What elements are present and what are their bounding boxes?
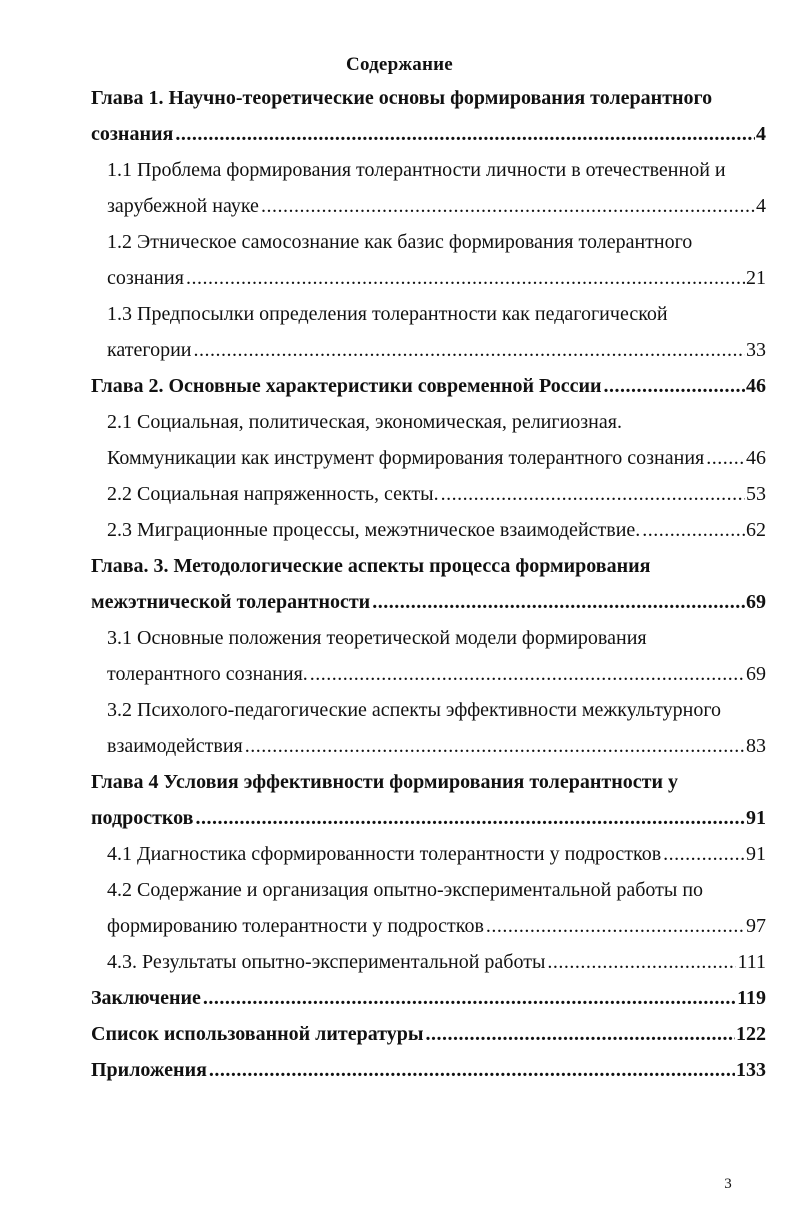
toc-entry <box>91 620 766 692</box>
toc-entry-text: взаимодействия <box>107 735 243 757</box>
toc-entry-line <box>91 800 766 836</box>
toc-page-number: 111 <box>737 951 766 973</box>
toc-entry-line <box>91 836 766 872</box>
toc-entry-line <box>91 440 766 476</box>
toc-page-number: 4 <box>756 195 766 217</box>
toc-page-number: 91 <box>746 843 766 865</box>
toc-entry-line <box>91 692 766 728</box>
toc-entry-line <box>91 512 766 548</box>
toc-entry-line <box>91 224 766 260</box>
toc-entry-text: толерантного сознания. <box>107 663 308 685</box>
toc-entry-text: Коммуникации как инструмент формирования толерантного сознания <box>107 447 705 469</box>
dot-leader <box>186 260 745 296</box>
toc-entry <box>91 548 766 620</box>
toc-entry <box>91 836 766 872</box>
dot-leader <box>706 440 745 476</box>
toc-entry-line <box>91 152 766 188</box>
dot-leader <box>261 188 755 224</box>
toc-entry-line <box>91 116 766 152</box>
toc-page-number: 133 <box>736 1059 766 1081</box>
toc-entry <box>91 872 766 944</box>
toc-entry-text: зарубежной науке <box>107 195 259 217</box>
toc-page-number: 122 <box>736 1023 766 1045</box>
toc-entry-text: 3.1 Основные положения теоретической модели формирования <box>107 627 647 649</box>
toc-entry-text: 2.2 Социальная напряженность, секты. <box>107 483 439 505</box>
toc-entry-text: категории <box>107 339 192 361</box>
toc-entry <box>91 1052 766 1088</box>
toc-page-number: 4 <box>756 123 766 145</box>
dot-leader <box>642 512 745 548</box>
dot-leader <box>195 800 745 836</box>
dot-leader <box>441 476 745 512</box>
toc-entry-text: сознания <box>91 123 174 145</box>
dot-leader <box>426 1016 736 1052</box>
toc-entry-text: 4.3. Результаты опытно-экспериментальной работы <box>107 951 546 973</box>
toc-entry-line <box>91 188 766 224</box>
toc-entry-line <box>91 548 766 584</box>
toc-entry-line <box>91 1052 766 1088</box>
dot-leader <box>209 1052 735 1088</box>
toc-entry <box>91 224 766 296</box>
toc-page-number: 69 <box>746 591 766 613</box>
dot-leader <box>175 116 755 152</box>
toc-page-number: 91 <box>746 807 766 829</box>
dot-leader <box>486 908 745 944</box>
toc-entry <box>91 512 766 548</box>
toc-page-number: 62 <box>746 519 766 541</box>
toc-entry-text: межэтнической толерантности <box>91 591 371 613</box>
toc-entry-text: Приложения <box>91 1059 207 1081</box>
toc-entry-text: 2.3 Миграционные процессы, межэтническое взаимодействие. <box>107 519 641 541</box>
toc-entry-text: 1.1 Проблема формирования толерантности личности в отечественной и <box>107 159 726 181</box>
dot-leader <box>372 584 745 620</box>
toc-entry <box>91 80 766 152</box>
toc-entry-text: Глава 4 Условия эффективности формирования толерантности у <box>91 771 678 793</box>
dot-leader <box>194 332 745 368</box>
toc-entry <box>91 476 766 512</box>
toc-entry <box>91 764 766 836</box>
toc-entry-text: формированию толерантности у подростков <box>107 915 484 937</box>
toc-entry-text: подростков <box>91 807 194 829</box>
toc-entry-text: Глава 2. Основные характеристики современной России <box>91 375 602 397</box>
toc-page-number: 119 <box>737 987 766 1009</box>
toc-entry-line <box>91 476 766 512</box>
toc-page-number: 97 <box>746 915 766 937</box>
toc-entry-text: сознания <box>107 267 184 289</box>
toc-entry-line <box>91 620 766 656</box>
toc-page-number: 46 <box>746 447 766 469</box>
toc-page-number: 46 <box>746 375 766 397</box>
toc-entry-line <box>91 764 766 800</box>
dot-leader <box>310 656 745 692</box>
toc-entry-line <box>91 980 766 1016</box>
toc-entry-line <box>91 332 766 368</box>
toc-entry <box>91 368 766 404</box>
toc-entry-text: 1.3 Предпосылки определения толерантности как педагогической <box>107 303 668 325</box>
dot-leader <box>547 944 736 980</box>
toc-entry-text: 2.1 Социальная, политическая, экономическая, религиозная. <box>107 411 622 433</box>
toc-page-number: 53 <box>746 483 766 505</box>
toc-entry <box>91 404 766 476</box>
toc-entry-line <box>91 260 766 296</box>
page-number: 3 <box>724 1176 732 1192</box>
toc-entry <box>91 692 766 764</box>
toc-entry-line <box>91 404 766 440</box>
toc-entry-line <box>91 1016 766 1052</box>
toc-entry-text: 1.2 Этническое самосознание как базис формирования толерантного <box>107 231 693 253</box>
toc-entry-line <box>91 656 766 692</box>
toc-entry <box>91 296 766 368</box>
toc-entry-line <box>91 908 766 944</box>
toc-entry-text: Глава 1. Научно-теоретические основы формирования толерантного <box>91 87 713 109</box>
toc-entry <box>91 944 766 980</box>
toc-entry-text: 4.2 Содержание и организация опытно-экспериментальной работы по <box>107 879 704 901</box>
toc-entry-line <box>91 80 766 116</box>
toc-entry-text: 4.1 Диагностика сформированности толерантности у подростков <box>107 843 662 865</box>
toc-entry <box>91 152 766 224</box>
toc-page-number: 83 <box>746 735 766 757</box>
toc-page-number: 33 <box>746 339 766 361</box>
toc-entry-text: Глава. 3. Методологические аспекты процесса формирования <box>91 555 651 577</box>
dot-leader <box>203 980 736 1016</box>
toc-entry-line <box>91 728 766 764</box>
toc-entry-text: Заключение <box>91 987 201 1009</box>
toc-entry-line <box>91 584 766 620</box>
dot-leader <box>663 836 745 872</box>
toc-entry-line <box>91 296 766 332</box>
toc-page-number: 69 <box>746 663 766 685</box>
toc-page-number: 21 <box>746 267 766 289</box>
toc-entry-text: Список использованной литературы <box>91 1023 424 1045</box>
dot-leader <box>245 728 745 764</box>
toc-entry-line <box>91 872 766 908</box>
table-of-contents <box>91 80 766 1088</box>
toc-entry-line <box>91 368 766 404</box>
toc-entry-text: 3.2 Психолого-педагогические аспекты эффективности межкультурного <box>107 699 722 721</box>
toc-entry <box>91 1016 766 1052</box>
page-title: Содержание <box>346 54 453 75</box>
dot-leader <box>604 368 745 404</box>
toc-entry-line <box>91 944 766 980</box>
toc-entry <box>91 980 766 1016</box>
